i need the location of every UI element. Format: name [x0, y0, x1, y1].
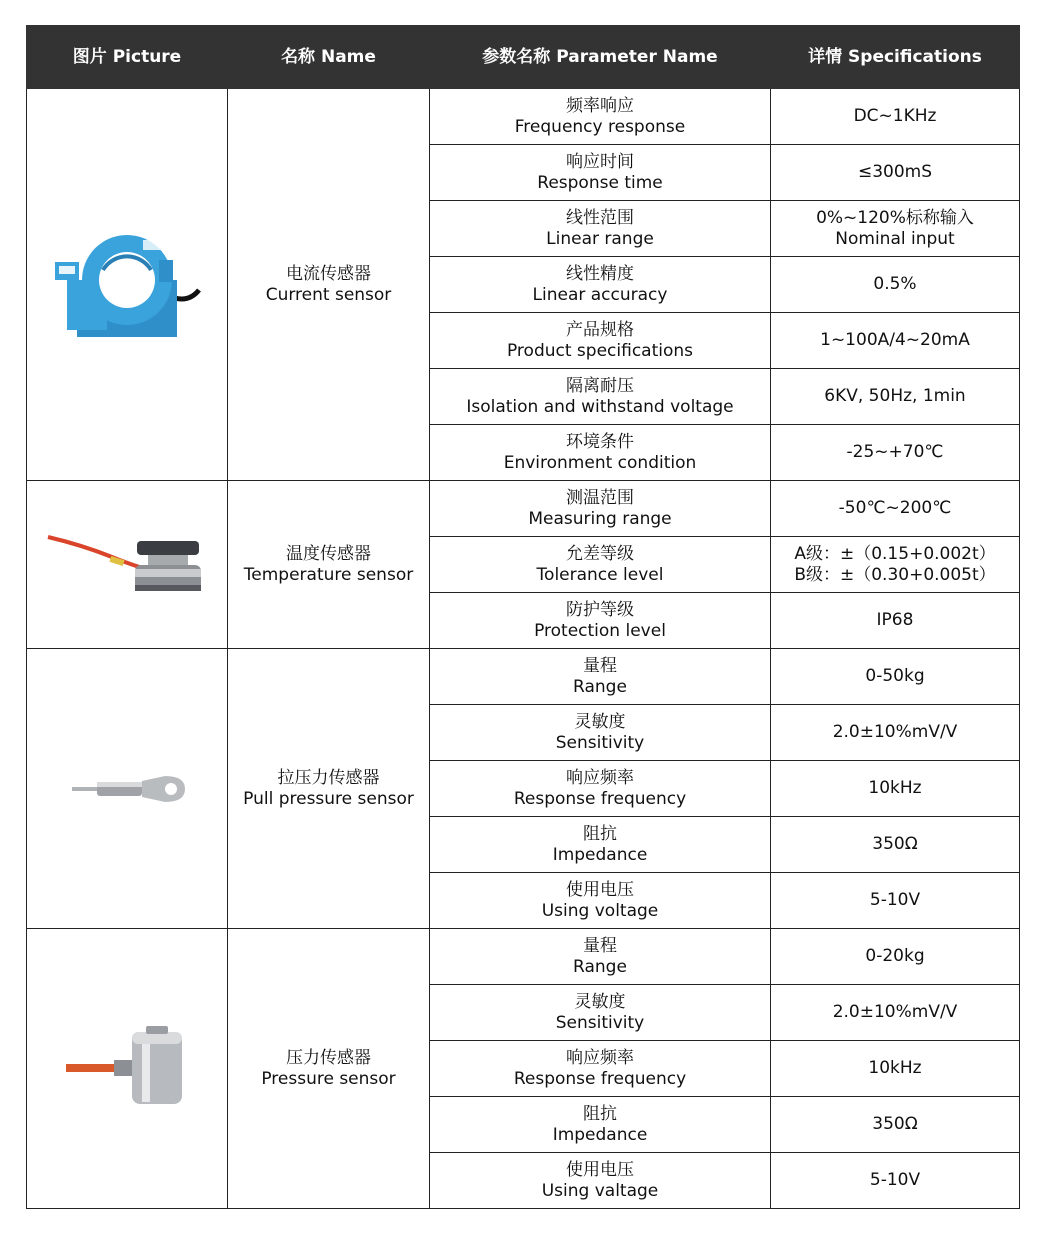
specification-value: 10kHz	[868, 1058, 922, 1078]
spec-table	[26, 25, 1020, 1209]
parameter-name-en: Impedance	[552, 844, 648, 865]
temperature-sensor-image-svg	[42, 525, 212, 605]
header-row	[27, 26, 1020, 89]
specification-value: -50℃~200℃	[838, 498, 952, 518]
parameter-name-cell	[430, 817, 771, 873]
parameter-name-en: Using valtage	[541, 1180, 659, 1201]
parameter-name-cn: 防护等级	[566, 599, 634, 620]
parameter-name-cn: 隔离耐压	[566, 375, 634, 396]
parameter-name-en: Linear range	[546, 228, 654, 249]
product-name-en: Pull pressure sensor	[243, 788, 414, 809]
header-spec: 详情 Specifications	[771, 26, 1020, 89]
specification-cell	[771, 481, 1020, 537]
parameter-name-en: Environment condition	[503, 452, 697, 473]
table-row	[27, 649, 1020, 705]
parameter-name-cell	[430, 1041, 771, 1097]
parameter-name-cell	[430, 593, 771, 649]
specification-value: IP68	[876, 610, 914, 630]
current-sensor-image	[27, 89, 228, 481]
parameter-name-cn: 量程	[583, 655, 617, 676]
parameter-name-cell	[430, 257, 771, 313]
parameter-name-en: Range	[573, 956, 627, 977]
parameter-name-cell	[430, 705, 771, 761]
parameter-name-cn: 响应时间	[566, 151, 634, 172]
pull-pressure-sensor-image-svg	[57, 764, 197, 814]
specification-value: 350Ω	[872, 1114, 918, 1134]
specification-cell	[771, 873, 1020, 929]
parameter-name-en: Sensitivity	[555, 732, 645, 753]
parameter-name-cell	[430, 985, 771, 1041]
parameter-name-en: Impedance	[552, 1124, 648, 1145]
parameter-name-cn: 响应频率	[566, 1047, 634, 1068]
specification-value: 2.0±10%mV/V	[832, 722, 958, 742]
parameter-name-en: Isolation and withstand voltage	[466, 396, 734, 417]
product-name-cell	[228, 481, 430, 649]
parameter-name-en: Response frequency	[513, 788, 687, 809]
specification-cell	[771, 257, 1020, 313]
specification-value: 10kHz	[868, 778, 922, 798]
specification-cell	[771, 1041, 1020, 1097]
specification-value: 2.0±10%mV/V	[832, 1002, 958, 1022]
pressure-sensor-image-svg	[62, 1024, 192, 1114]
specification-value: Nominal input	[835, 228, 955, 249]
parameter-name-cn: 灵敏度	[574, 991, 626, 1012]
specification-value: 0%~120%标称输入	[816, 207, 974, 228]
header-picture: 图片 Picture	[27, 26, 228, 89]
specification-cell	[771, 89, 1020, 145]
specification-value: 0-50kg	[865, 666, 925, 686]
parameter-name-cell	[430, 145, 771, 201]
parameter-name-en: Frequency response	[514, 116, 686, 137]
product-name-cn: 温度传感器	[286, 543, 371, 564]
parameter-name-cell	[430, 537, 771, 593]
product-name-cell	[228, 649, 430, 929]
specification-cell	[771, 929, 1020, 985]
product-name-cn: 拉压力传感器	[277, 767, 380, 788]
specification-value: ≤300mS	[857, 162, 933, 182]
specification-cell	[771, 593, 1020, 649]
parameter-name-cell	[430, 929, 771, 985]
parameter-name-en: Product specifications	[506, 340, 694, 361]
specification-cell	[771, 985, 1020, 1041]
product-name-en: Pressure sensor	[261, 1068, 396, 1089]
specification-cell	[771, 705, 1020, 761]
specification-value: 5-10V	[869, 1170, 921, 1190]
specification-cell	[771, 817, 1020, 873]
specification-value: A级：±（0.15+0.002t）	[794, 543, 996, 564]
specification-value: 0.5%	[873, 274, 917, 294]
specification-cell	[771, 537, 1020, 593]
specification-cell	[771, 201, 1020, 257]
header-name: 名称 Name	[228, 26, 430, 89]
product-name-en: Current sensor	[265, 284, 392, 305]
parameter-name-cell	[430, 1097, 771, 1153]
specification-cell	[771, 369, 1020, 425]
parameter-name-cn: 量程	[583, 935, 617, 956]
product-name-cell	[228, 89, 430, 481]
parameter-name-cn: 使用电压	[566, 879, 634, 900]
specification-value: 350Ω	[872, 834, 918, 854]
parameter-name-cell	[430, 201, 771, 257]
current-sensor-image-svg	[47, 220, 207, 350]
header-param: 参数名称 Parameter Name	[430, 26, 771, 89]
specification-value: 1~100A/4~20mA	[820, 330, 970, 350]
product-name-cell	[228, 929, 430, 1209]
parameter-name-cell	[430, 649, 771, 705]
parameter-name-en: Using voltage	[541, 900, 659, 921]
parameter-name-cell	[430, 761, 771, 817]
parameter-name-cn: 线性精度	[566, 263, 634, 284]
parameter-name-cell	[430, 425, 771, 481]
parameter-name-cell	[430, 1153, 771, 1209]
pull-pressure-sensor-image	[27, 649, 228, 929]
specification-cell	[771, 649, 1020, 705]
table-row	[27, 481, 1020, 537]
specification-cell	[771, 313, 1020, 369]
temperature-sensor-image	[27, 481, 228, 649]
parameter-name-en: Protection level	[534, 620, 666, 641]
parameter-name-cn: 频率响应	[566, 95, 634, 116]
parameter-name-en: Response frequency	[513, 1068, 687, 1089]
specification-value: B级：±（0.30+0.005t）	[794, 564, 996, 585]
specification-value: 6KV, 50Hz, 1min	[824, 386, 966, 406]
parameter-name-cell	[430, 873, 771, 929]
parameter-name-cn: 测温范围	[566, 487, 634, 508]
parameter-name-en: Sensitivity	[555, 1012, 645, 1033]
table-row	[27, 89, 1020, 145]
specification-cell	[771, 1097, 1020, 1153]
parameter-name-cell	[430, 481, 771, 537]
parameter-name-cn: 阻抗	[583, 1103, 617, 1124]
parameter-name-cn: 允差等级	[566, 543, 634, 564]
parameter-name-cell	[430, 369, 771, 425]
specification-cell	[771, 145, 1020, 201]
parameter-name-cn: 阻抗	[583, 823, 617, 844]
product-name-en: Temperature sensor	[243, 564, 414, 585]
specification-cell	[771, 1153, 1020, 1209]
parameter-name-cell	[430, 89, 771, 145]
parameter-name-cn: 灵敏度	[574, 711, 626, 732]
parameter-name-en: Response time	[537, 172, 663, 193]
pressure-sensor-image	[27, 929, 228, 1209]
specification-value: DC~1KHz	[853, 106, 937, 126]
parameter-name-en: Tolerance level	[536, 564, 664, 585]
product-name-cn: 电流传感器	[286, 263, 371, 284]
specification-value: 0-20kg	[865, 946, 925, 966]
specification-value: -25~+70℃	[846, 442, 944, 462]
parameter-name-cn: 使用电压	[566, 1159, 634, 1180]
parameter-name-cn: 线性范围	[566, 207, 634, 228]
parameter-name-cn: 响应频率	[566, 767, 634, 788]
specification-value: 5-10V	[869, 890, 921, 910]
product-name-cn: 压力传感器	[286, 1047, 371, 1068]
parameter-name-en: Range	[573, 676, 627, 697]
parameter-name-cell	[430, 313, 771, 369]
parameter-name-cn: 产品规格	[566, 319, 634, 340]
parameter-name-en: Linear accuracy	[532, 284, 668, 305]
parameter-name-cn: 环境条件	[566, 431, 634, 452]
parameter-name-en: Measuring range	[528, 508, 672, 529]
specification-cell	[771, 761, 1020, 817]
table-row	[27, 929, 1020, 985]
specification-cell	[771, 425, 1020, 481]
